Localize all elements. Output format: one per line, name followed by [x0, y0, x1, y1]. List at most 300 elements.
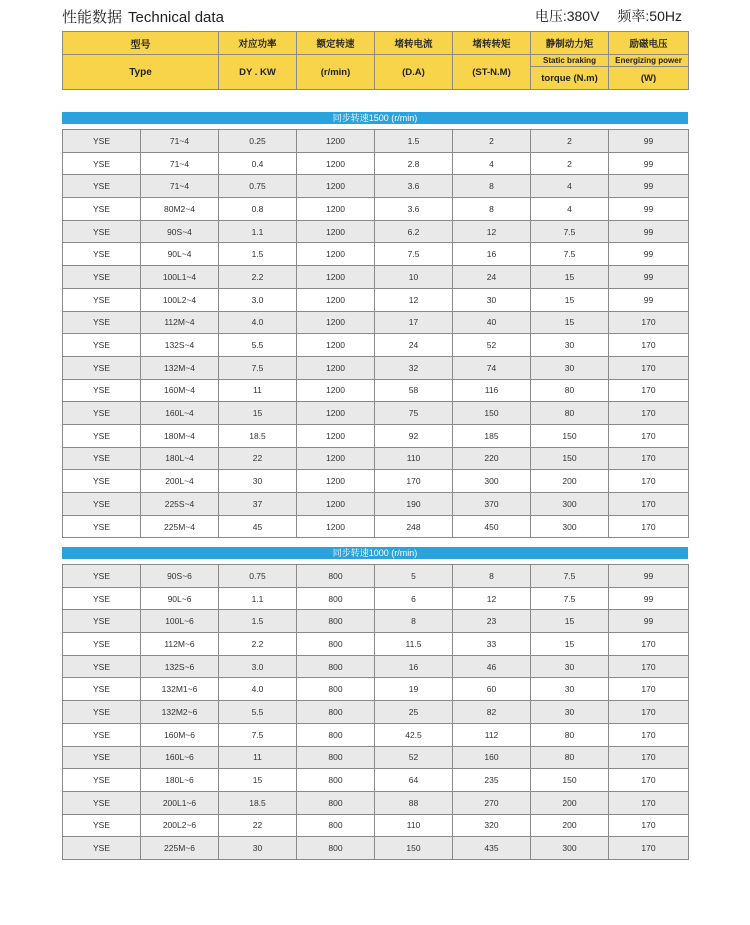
cell-speed: 800	[297, 587, 375, 610]
table-row	[63, 379, 689, 402]
cell-current: 3.6	[375, 198, 453, 221]
cell-braking-torque: 30	[531, 356, 609, 379]
cell-torque: 8	[453, 198, 531, 221]
cell-model: 112M~4	[141, 311, 219, 334]
cell-series: YSE	[63, 288, 141, 311]
table-row	[63, 791, 689, 814]
table-row	[63, 288, 689, 311]
cell-series: YSE	[63, 198, 141, 221]
cell-model: 132S~6	[141, 655, 219, 678]
cell-excite-power: 170	[609, 334, 689, 357]
cell-torque: 12	[453, 220, 531, 243]
section-1000-header: 同步转速1000 (r/min)	[62, 547, 688, 559]
cell-current: 52	[375, 746, 453, 769]
table-row	[63, 701, 689, 724]
cell-power: 2.2	[219, 633, 297, 656]
table-row	[63, 402, 689, 425]
cell-current: 7.5	[375, 243, 453, 266]
cell-excite-power: 170	[609, 837, 689, 860]
cell-torque: 33	[453, 633, 531, 656]
cell-model: 225M~4	[141, 515, 219, 538]
cell-model: 100L2~4	[141, 288, 219, 311]
cell-excite-power: 170	[609, 678, 689, 701]
cell-speed: 800	[297, 746, 375, 769]
table-row	[63, 198, 689, 221]
table-row	[63, 587, 689, 610]
cell-series: YSE	[63, 814, 141, 837]
cell-speed: 1200	[297, 424, 375, 447]
cell-model: 90S~4	[141, 220, 219, 243]
cell-series: YSE	[63, 243, 141, 266]
table-row	[63, 515, 689, 538]
cell-power: 0.25	[219, 130, 297, 153]
cell-current: 24	[375, 334, 453, 357]
cell-series: YSE	[63, 402, 141, 425]
header-speed-unit: (r/min)	[297, 55, 375, 90]
cell-excite-power: 170	[609, 356, 689, 379]
cell-excite-power: 99	[609, 610, 689, 633]
cell-power: 7.5	[219, 356, 297, 379]
table-row	[63, 334, 689, 357]
cell-braking-torque: 200	[531, 814, 609, 837]
header-torque-cn: 堵转转矩	[453, 32, 531, 55]
table-row	[63, 655, 689, 678]
cell-power: 0.8	[219, 198, 297, 221]
cell-speed: 800	[297, 723, 375, 746]
cell-braking-torque: 30	[531, 678, 609, 701]
cell-speed: 800	[297, 565, 375, 588]
cell-torque: 8	[453, 175, 531, 198]
table-row	[63, 814, 689, 837]
table-row	[63, 837, 689, 860]
cell-model: 180L~4	[141, 447, 219, 470]
header-excite-unit: (W)	[609, 67, 689, 90]
cell-excite-power: 170	[609, 723, 689, 746]
cell-current: 170	[375, 470, 453, 493]
cell-excite-power: 170	[609, 701, 689, 724]
cell-model: 180L~6	[141, 769, 219, 792]
cell-model: 180M~4	[141, 424, 219, 447]
table-header	[62, 31, 689, 90]
table-row	[63, 424, 689, 447]
cell-power: 37	[219, 493, 297, 516]
cell-power: 18.5	[219, 424, 297, 447]
cell-braking-torque: 15	[531, 610, 609, 633]
cell-excite-power: 170	[609, 493, 689, 516]
cell-braking-torque: 15	[531, 288, 609, 311]
table-row	[63, 447, 689, 470]
cell-current: 92	[375, 424, 453, 447]
cell-braking-torque: 30	[531, 334, 609, 357]
header-current-unit: (D.A)	[375, 55, 453, 90]
cell-power: 11	[219, 746, 297, 769]
cell-series: YSE	[63, 633, 141, 656]
cell-excite-power: 99	[609, 175, 689, 198]
cell-model: 132S~4	[141, 334, 219, 357]
cell-power: 5.5	[219, 701, 297, 724]
cell-torque: 16	[453, 243, 531, 266]
cell-model: 225M~6	[141, 837, 219, 860]
cell-excite-power: 99	[609, 152, 689, 175]
cell-excite-power: 170	[609, 791, 689, 814]
title-cn: 性能数据	[62, 9, 123, 26]
voltage-label: 电压:380V	[534, 8, 600, 24]
cell-braking-torque: 4	[531, 198, 609, 221]
cell-current: 8	[375, 610, 453, 633]
cell-excite-power: 99	[609, 266, 689, 289]
cell-braking-torque: 150	[531, 769, 609, 792]
header-excite-en: Energizing power	[609, 55, 689, 67]
table-row	[63, 565, 689, 588]
header-current-cn: 堵转电流	[375, 32, 453, 55]
cell-series: YSE	[63, 152, 141, 175]
cell-excite-power: 170	[609, 746, 689, 769]
cell-series: YSE	[63, 470, 141, 493]
cell-series: YSE	[63, 746, 141, 769]
cell-speed: 800	[297, 678, 375, 701]
cell-excite-power: 170	[609, 379, 689, 402]
header-braking-unit: torque (N.m)	[531, 67, 609, 90]
table-row	[63, 723, 689, 746]
cell-speed: 1200	[297, 402, 375, 425]
table-1500	[62, 129, 689, 538]
cell-excite-power: 99	[609, 220, 689, 243]
cell-current: 2.8	[375, 152, 453, 175]
cell-torque: 4	[453, 152, 531, 175]
cell-braking-torque: 300	[531, 515, 609, 538]
cell-torque: 40	[453, 311, 531, 334]
cell-torque: 220	[453, 447, 531, 470]
table-row	[63, 266, 689, 289]
cell-torque: 82	[453, 701, 531, 724]
header-power-cn: 对应功率	[219, 32, 297, 55]
cell-speed: 1200	[297, 130, 375, 153]
cell-power: 4.0	[219, 678, 297, 701]
cell-series: YSE	[63, 447, 141, 470]
table-row	[63, 678, 689, 701]
cell-current: 5	[375, 565, 453, 588]
cell-speed: 1200	[297, 311, 375, 334]
cell-current: 110	[375, 447, 453, 470]
cell-braking-torque: 30	[531, 701, 609, 724]
cell-model: 100L~6	[141, 610, 219, 633]
table-row	[63, 220, 689, 243]
cell-power: 3.0	[219, 288, 297, 311]
cell-series: YSE	[63, 311, 141, 334]
cell-torque: 74	[453, 356, 531, 379]
cell-excite-power: 170	[609, 515, 689, 538]
cell-series: YSE	[63, 515, 141, 538]
cell-power: 45	[219, 515, 297, 538]
cell-torque: 30	[453, 288, 531, 311]
cell-torque: 160	[453, 746, 531, 769]
cell-power: 2.2	[219, 266, 297, 289]
cell-model: 132M~4	[141, 356, 219, 379]
frequency-label: 频率:50Hz	[617, 8, 682, 24]
cell-current: 64	[375, 769, 453, 792]
cell-excite-power: 99	[609, 198, 689, 221]
cell-power: 0.75	[219, 565, 297, 588]
table-row	[63, 769, 689, 792]
table-1000	[62, 564, 689, 860]
cell-excite-power: 99	[609, 565, 689, 588]
cell-current: 3.6	[375, 175, 453, 198]
cell-series: YSE	[63, 701, 141, 724]
cell-braking-torque: 30	[531, 655, 609, 678]
table-row	[63, 311, 689, 334]
cell-current: 6	[375, 587, 453, 610]
cell-braking-torque: 7.5	[531, 220, 609, 243]
cell-speed: 800	[297, 655, 375, 678]
cell-power: 1.5	[219, 243, 297, 266]
cell-braking-torque: 80	[531, 379, 609, 402]
cell-speed: 800	[297, 814, 375, 837]
cell-excite-power: 170	[609, 424, 689, 447]
cell-power: 15	[219, 769, 297, 792]
table-row	[63, 633, 689, 656]
cell-current: 32	[375, 356, 453, 379]
table-row	[63, 356, 689, 379]
power-spec	[535, 6, 682, 26]
cell-braking-torque: 300	[531, 837, 609, 860]
cell-excite-power: 170	[609, 814, 689, 837]
cell-current: 42.5	[375, 723, 453, 746]
cell-speed: 800	[297, 701, 375, 724]
cell-current: 58	[375, 379, 453, 402]
cell-series: YSE	[63, 130, 141, 153]
cell-braking-torque: 80	[531, 723, 609, 746]
cell-excite-power: 170	[609, 447, 689, 470]
cell-power: 30	[219, 837, 297, 860]
cell-braking-torque: 15	[531, 311, 609, 334]
page-title	[62, 6, 224, 27]
cell-braking-torque: 150	[531, 447, 609, 470]
title-en: Technical data	[128, 9, 224, 26]
cell-speed: 800	[297, 610, 375, 633]
cell-model: 71~4	[141, 152, 219, 175]
cell-series: YSE	[63, 723, 141, 746]
cell-series: YSE	[63, 266, 141, 289]
cell-current: 25	[375, 701, 453, 724]
cell-speed: 1200	[297, 334, 375, 357]
cell-torque: 2	[453, 130, 531, 153]
cell-power: 22	[219, 447, 297, 470]
cell-speed: 1200	[297, 379, 375, 402]
cell-model: 90S~6	[141, 565, 219, 588]
cell-series: YSE	[63, 379, 141, 402]
cell-series: YSE	[63, 791, 141, 814]
cell-model: 160L~6	[141, 746, 219, 769]
cell-model: 112M~6	[141, 633, 219, 656]
cell-torque: 435	[453, 837, 531, 860]
cell-series: YSE	[63, 220, 141, 243]
cell-excite-power: 170	[609, 311, 689, 334]
cell-power: 5.5	[219, 334, 297, 357]
cell-current: 10	[375, 266, 453, 289]
header-braking-cn: 静制动力矩	[531, 32, 609, 55]
cell-braking-torque: 7.5	[531, 587, 609, 610]
header-model-cn: 型号	[63, 32, 219, 55]
table-row	[63, 152, 689, 175]
cell-series: YSE	[63, 655, 141, 678]
cell-current: 11.5	[375, 633, 453, 656]
cell-braking-torque: 2	[531, 152, 609, 175]
cell-model: 160L~4	[141, 402, 219, 425]
cell-power: 1.5	[219, 610, 297, 633]
cell-braking-torque: 300	[531, 493, 609, 516]
cell-power: 1.1	[219, 587, 297, 610]
cell-braking-torque: 80	[531, 746, 609, 769]
cell-speed: 800	[297, 633, 375, 656]
header-torque-unit: (ST-N.M)	[453, 55, 531, 90]
cell-series: YSE	[63, 610, 141, 633]
cell-braking-torque: 4	[531, 175, 609, 198]
cell-torque: 270	[453, 791, 531, 814]
cell-current: 12	[375, 288, 453, 311]
cell-braking-torque: 2	[531, 130, 609, 153]
cell-current: 190	[375, 493, 453, 516]
cell-braking-torque: 80	[531, 402, 609, 425]
cell-series: YSE	[63, 837, 141, 860]
cell-series: YSE	[63, 678, 141, 701]
cell-series: YSE	[63, 175, 141, 198]
cell-speed: 1200	[297, 152, 375, 175]
cell-speed: 1200	[297, 447, 375, 470]
cell-braking-torque: 15	[531, 633, 609, 656]
cell-model: 132M1~6	[141, 678, 219, 701]
cell-braking-torque: 200	[531, 791, 609, 814]
cell-model: 132M2~6	[141, 701, 219, 724]
cell-speed: 800	[297, 837, 375, 860]
cell-current: 16	[375, 655, 453, 678]
cell-speed: 1200	[297, 266, 375, 289]
cell-current: 1.5	[375, 130, 453, 153]
cell-series: YSE	[63, 587, 141, 610]
header-excite-cn: 励磁电压	[609, 32, 689, 55]
table-row	[63, 175, 689, 198]
cell-torque: 46	[453, 655, 531, 678]
cell-excite-power: 99	[609, 587, 689, 610]
cell-power: 7.5	[219, 723, 297, 746]
cell-power: 18.5	[219, 791, 297, 814]
cell-excite-power: 170	[609, 402, 689, 425]
cell-torque: 23	[453, 610, 531, 633]
cell-speed: 1200	[297, 470, 375, 493]
cell-power: 30	[219, 470, 297, 493]
cell-torque: 112	[453, 723, 531, 746]
cell-speed: 1200	[297, 493, 375, 516]
cell-excite-power: 99	[609, 243, 689, 266]
cell-model: 90L~4	[141, 243, 219, 266]
cell-model: 225S~4	[141, 493, 219, 516]
cell-series: YSE	[63, 565, 141, 588]
header-speed-cn: 额定转速	[297, 32, 375, 55]
cell-current: 248	[375, 515, 453, 538]
cell-model: 200L~4	[141, 470, 219, 493]
cell-braking-torque: 7.5	[531, 565, 609, 588]
cell-speed: 1200	[297, 198, 375, 221]
cell-torque: 150	[453, 402, 531, 425]
cell-power: 15	[219, 402, 297, 425]
header-power-unit: DY . KW	[219, 55, 297, 90]
cell-model: 90L~6	[141, 587, 219, 610]
cell-current: 88	[375, 791, 453, 814]
cell-power: 1.1	[219, 220, 297, 243]
table-row	[63, 243, 689, 266]
cell-torque: 12	[453, 587, 531, 610]
cell-torque: 24	[453, 266, 531, 289]
cell-torque: 60	[453, 678, 531, 701]
cell-model: 200L2~6	[141, 814, 219, 837]
cell-excite-power: 170	[609, 633, 689, 656]
page-title-bar	[62, 6, 688, 28]
cell-power: 11	[219, 379, 297, 402]
cell-power: 0.4	[219, 152, 297, 175]
table-row	[63, 493, 689, 516]
cell-speed: 800	[297, 791, 375, 814]
cell-braking-torque: 7.5	[531, 243, 609, 266]
cell-torque: 116	[453, 379, 531, 402]
cell-torque: 8	[453, 565, 531, 588]
table-row	[63, 470, 689, 493]
cell-power: 0.75	[219, 175, 297, 198]
cell-torque: 235	[453, 769, 531, 792]
cell-current: 150	[375, 837, 453, 860]
cell-power: 22	[219, 814, 297, 837]
cell-speed: 1200	[297, 288, 375, 311]
cell-speed: 1200	[297, 515, 375, 538]
cell-model: 100L1~4	[141, 266, 219, 289]
cell-torque: 300	[453, 470, 531, 493]
cell-series: YSE	[63, 769, 141, 792]
cell-power: 3.0	[219, 655, 297, 678]
cell-series: YSE	[63, 493, 141, 516]
cell-power: 4.0	[219, 311, 297, 334]
cell-speed: 1200	[297, 220, 375, 243]
cell-current: 17	[375, 311, 453, 334]
cell-torque: 185	[453, 424, 531, 447]
cell-current: 19	[375, 678, 453, 701]
cell-current: 75	[375, 402, 453, 425]
cell-excite-power: 170	[609, 470, 689, 493]
cell-series: YSE	[63, 334, 141, 357]
cell-model: 200L1~6	[141, 791, 219, 814]
cell-speed: 800	[297, 769, 375, 792]
cell-speed: 1200	[297, 243, 375, 266]
cell-torque: 52	[453, 334, 531, 357]
cell-model: 71~4	[141, 175, 219, 198]
cell-current: 6.2	[375, 220, 453, 243]
header-braking-en: Static braking	[531, 55, 609, 67]
cell-excite-power: 99	[609, 130, 689, 153]
cell-braking-torque: 200	[531, 470, 609, 493]
cell-model: 80M2~4	[141, 198, 219, 221]
cell-torque: 320	[453, 814, 531, 837]
cell-braking-torque: 15	[531, 266, 609, 289]
header-model-en: Type	[63, 55, 219, 90]
cell-model: 160M~6	[141, 723, 219, 746]
cell-current: 110	[375, 814, 453, 837]
cell-speed: 1200	[297, 356, 375, 379]
cell-excite-power: 170	[609, 655, 689, 678]
cell-braking-torque: 150	[531, 424, 609, 447]
cell-torque: 450	[453, 515, 531, 538]
cell-model: 71~4	[141, 130, 219, 153]
cell-excite-power: 99	[609, 288, 689, 311]
cell-speed: 1200	[297, 175, 375, 198]
table-row	[63, 746, 689, 769]
section-1500-header: 同步转速1500 (r/min)	[62, 112, 688, 124]
